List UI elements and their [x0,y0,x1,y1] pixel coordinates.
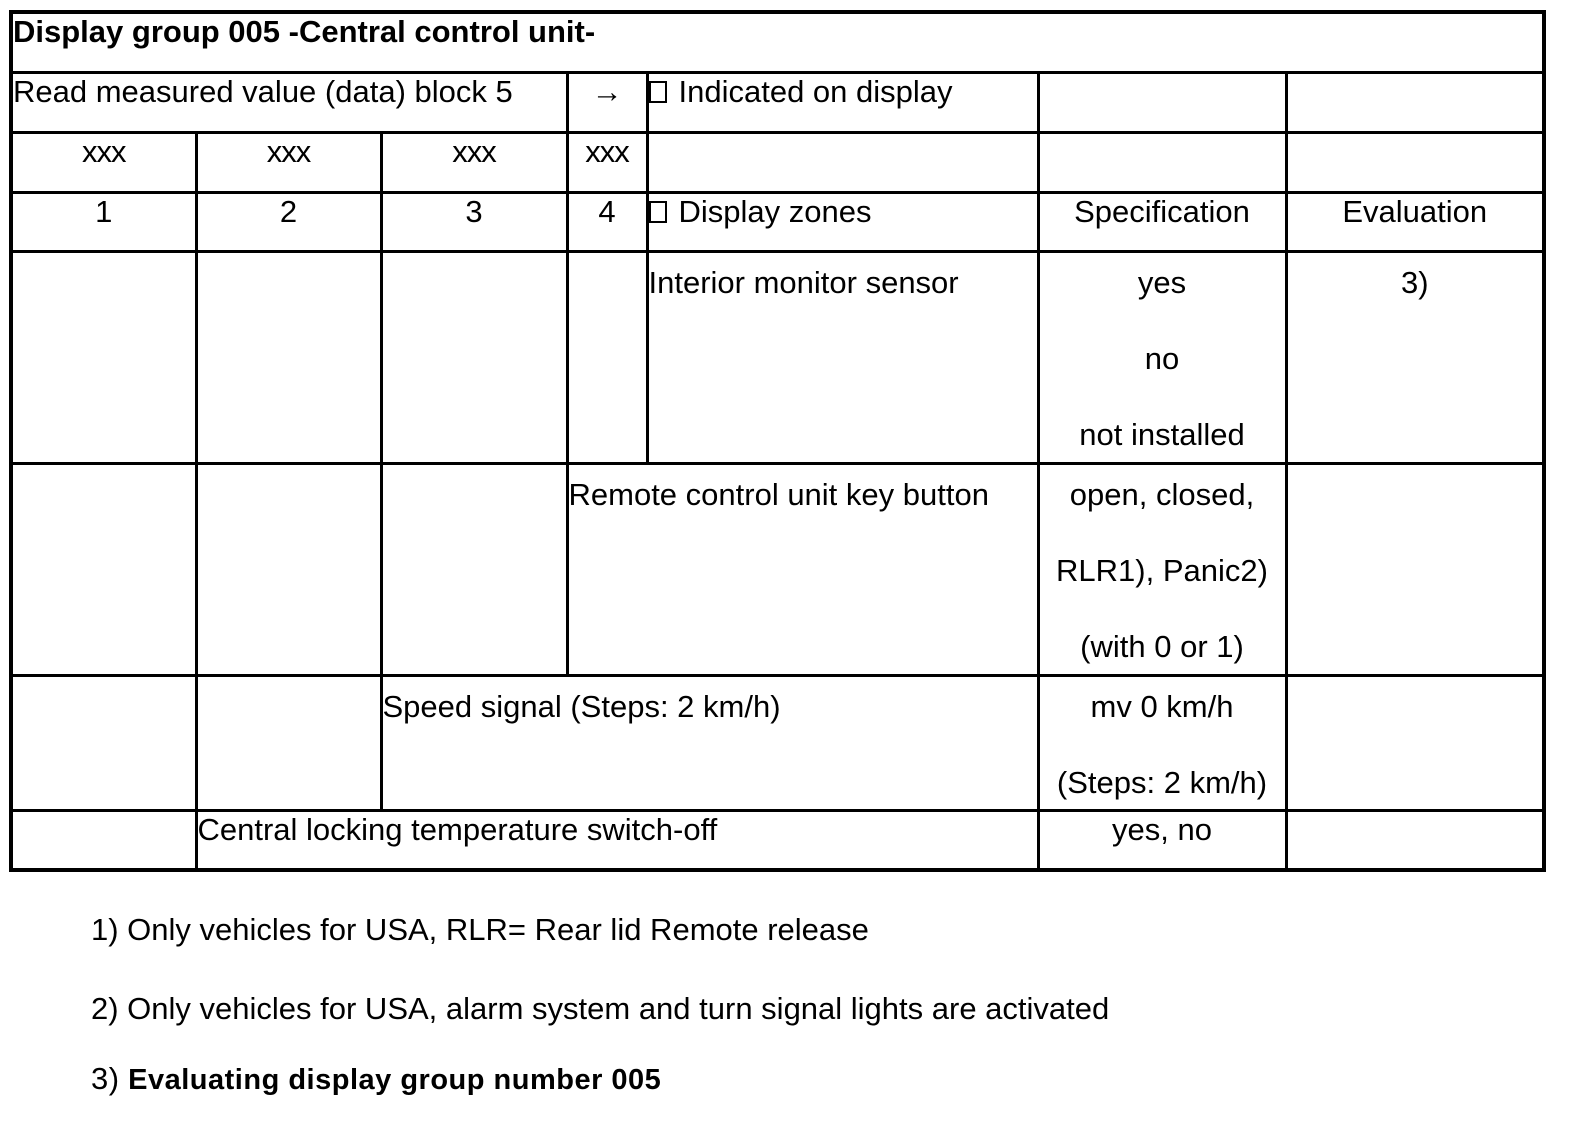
display-zones-label: Display zones [678,193,872,229]
empty-cell [1038,132,1286,192]
header-col-3: 3 [381,192,567,251]
footnote-2: 2) Only vehicles for USA, alarm system and turn signal lights are activated [91,991,1110,1026]
empty-cell [647,132,1038,192]
empty-cell [1286,132,1544,192]
speed-signal-label-cell [381,675,1038,810]
header-col-1: 1 [11,192,196,251]
empty-cell [567,251,647,463]
table-row [11,463,1544,675]
empty-cell [1286,675,1544,810]
footnote-3-number: 3) [91,1061,120,1096]
interior-evaluation-cell [1286,251,1544,463]
header-col-2: 2 [196,192,381,251]
empty-cell [11,810,196,870]
checkbox-square-icon [649,201,667,223]
xxx-cell-4: xxx [567,132,647,192]
xxx-cell-3: xxx [381,132,567,192]
interior-spec-cell [1038,251,1286,463]
footnote-3 [91,1061,661,1098]
arrow-icon: → [567,72,647,132]
remote-key-label-cell [567,463,1038,675]
indicated-cell [647,72,1038,132]
empty-cell [1286,72,1544,132]
spec-value: (with 0 or 1) [1080,628,1244,664]
spec-value: mv 0 km/h [1090,688,1234,724]
read-block-label: Read measured value (data) block 5 [11,72,567,132]
interior-monitor-label-cell [647,251,1038,463]
table-row [11,675,1544,810]
empty-cell [381,463,567,675]
xxx-row [11,132,1544,192]
checkbox-square-icon [649,81,667,103]
spec-value: not installed [1079,416,1245,452]
table-row [11,810,1544,870]
speed-spec-cell [1038,675,1286,810]
title-row [11,12,1544,72]
spec-value: RLR1), Panic2) [1056,552,1268,588]
temp-spec-value: yes, no [1038,810,1286,870]
remote-key-label: Remote control unit key button [568,476,989,512]
empty-cell [196,675,381,810]
spec-value: (Steps: 2 km/h) [1056,764,1268,800]
spec-value: no [1144,340,1180,376]
empty-cell [196,251,381,463]
read-row [11,72,1544,132]
table-row [11,251,1544,463]
empty-cell [11,675,196,810]
empty-cell [196,463,381,675]
xxx-cell-2: xxx [196,132,381,192]
empty-cell [1286,810,1544,870]
indicated-label: Indicated on display [678,73,953,109]
xxx-cell-1: xxx [11,132,196,192]
footnote-1: 1) Only vehicles for USA, RLR= Rear lid Remote release [91,912,869,947]
empty-cell [11,251,196,463]
temp-switch-label: Central locking temperature switch-off [196,810,1038,870]
spec-value: yes [1137,264,1187,300]
empty-cell [381,251,567,463]
empty-cell [11,463,196,675]
footnote-3-text: Evaluating display group number 005 [128,1064,662,1096]
specification-header: Specification [1038,192,1286,251]
display-group-table [9,10,1546,872]
empty-cell [1038,72,1286,132]
display-zones-header [647,192,1038,251]
spec-value: open, closed, [1069,476,1255,512]
empty-cell [1286,463,1544,675]
evaluation-header: Evaluation [1286,192,1544,251]
table-title: Display group 005 -Central control unit- [11,12,1544,72]
speed-signal-label: Speed signal (Steps: 2 km/h) [382,688,781,724]
evaluation-ref: 3) [1400,264,1429,300]
header-col-4: 4 [567,192,647,251]
header-row [11,192,1544,251]
remote-spec-cell [1038,463,1286,675]
interior-monitor-label: Interior monitor sensor [648,264,959,300]
